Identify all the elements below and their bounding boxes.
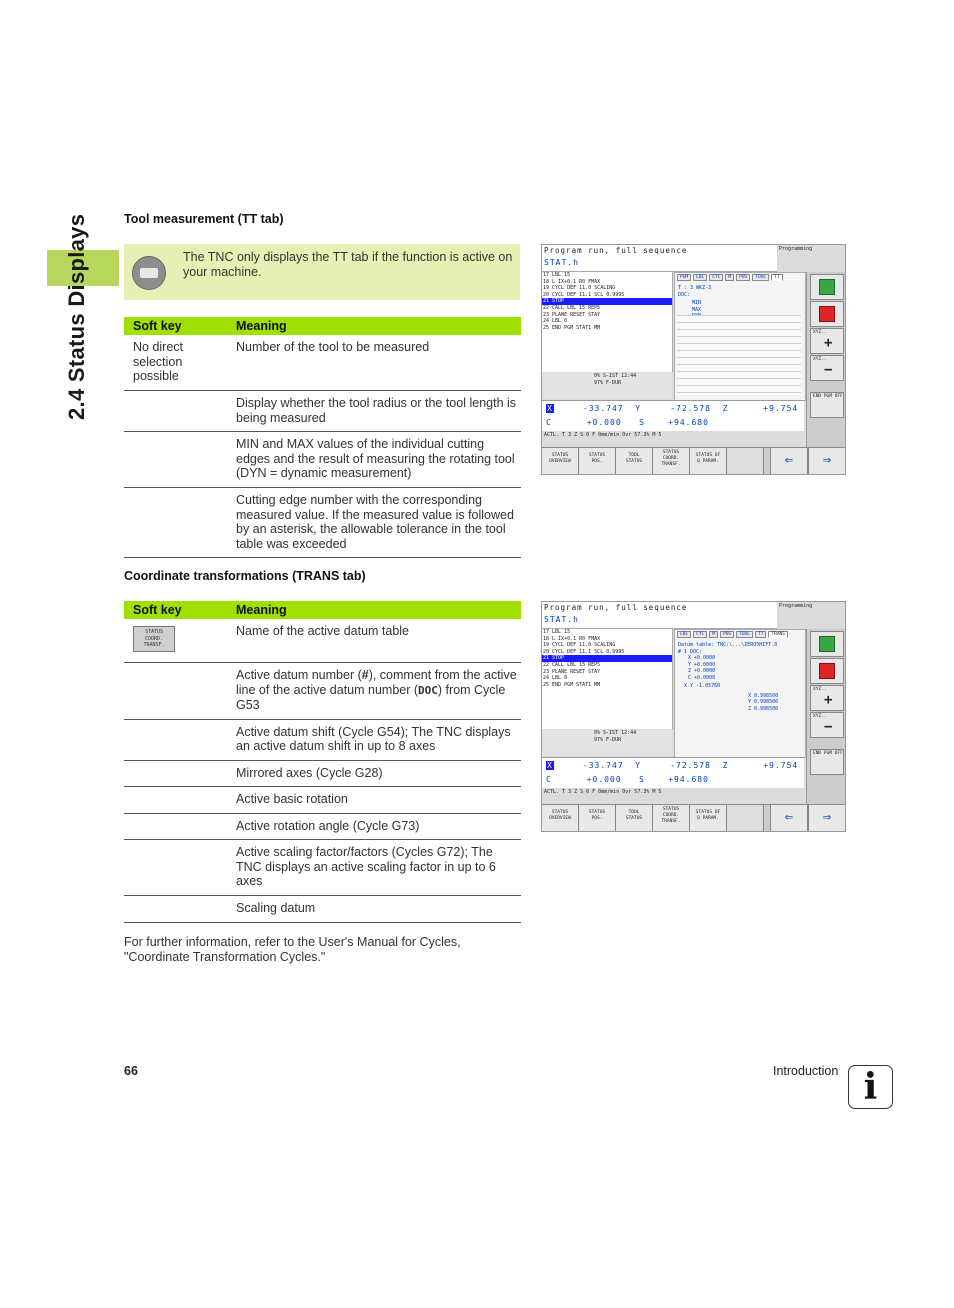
program-line-active: 21 STOP — [542, 298, 672, 305]
key-label: POS. — [591, 816, 603, 821]
value-y: -72.578 — [670, 761, 711, 770]
status-tabs — [677, 631, 788, 638]
tab-tt[interactable]: TT — [755, 631, 766, 638]
tab-cyc[interactable]: CYC — [693, 631, 707, 638]
vertical-softkeys — [806, 272, 845, 474]
key-label: STATUS — [662, 807, 680, 812]
program-line: 17 LBL 15 — [543, 272, 571, 278]
program-line: 24 LBL 0 — [543, 675, 568, 682]
softkey-line: STATUS — [144, 629, 164, 635]
tab-tool[interactable]: TOOL — [752, 274, 769, 281]
program-listing — [542, 629, 673, 729]
softkey-line: TRANSF. — [143, 642, 165, 648]
meaning-cell: Active scaling factor/factors (Cycles G72); The TNC displays an active scaling factor in up to 6 axes — [227, 840, 521, 896]
info-line: 97% F-DUR — [594, 380, 622, 386]
info-line: 97% F-DUR — [594, 737, 622, 743]
tool-status-softkey[interactable] — [616, 805, 653, 831]
program-line: 22 CALL LBL 15 REP5 — [543, 304, 601, 311]
key-label: STATUS — [551, 453, 569, 458]
zoom-out-button[interactable] — [810, 355, 844, 381]
key-label: TRANSF. — [661, 819, 681, 824]
program-line: 23 PLANE RESET STAY — [543, 311, 601, 318]
programming-label: Programming — [779, 246, 813, 252]
key-label: OVERVIEW — [549, 816, 571, 821]
programming-label: Programming — [779, 603, 813, 609]
info-line: 0% S-IST 12:44 — [594, 730, 637, 736]
bottom-softkeys — [542, 804, 804, 831]
status-line: Y 0.998500 — [748, 699, 779, 705]
table-row — [124, 760, 521, 787]
key-label: Q PARAM. — [697, 816, 719, 821]
status-pos-softkey[interactable] — [579, 448, 616, 474]
col-header-meaning: Meaning — [227, 317, 521, 335]
key-label: COORD. — [662, 813, 680, 818]
zoom-in-button[interactable] — [810, 328, 844, 354]
value-x: -33.747 — [582, 404, 624, 413]
softkey-cell: No direct selection possible — [124, 335, 227, 391]
program-line: 20 CYCL DEF 11.1 SCL 0.9995 — [543, 648, 625, 655]
value-c: +0.000 — [586, 418, 622, 427]
axis-z: Z — [722, 761, 729, 770]
tab-cyc[interactable]: CYC — [709, 274, 723, 281]
axis-x: X — [547, 404, 553, 413]
mode-title: Program run, full sequence — [544, 603, 688, 612]
meaning-text: Active datum number ( — [236, 668, 362, 682]
axis-x: X — [547, 761, 553, 770]
softkey-line: COORD. — [144, 635, 164, 642]
meaning-cell: Active rotation angle (Cycle G73) — [227, 813, 521, 840]
key-label: STATUS — [588, 810, 606, 815]
value-x: -33.747 — [582, 761, 624, 770]
status-q-param-softkey[interactable] — [690, 805, 727, 831]
softkey-cell — [124, 619, 227, 663]
col-header-meaning: Meaning — [227, 601, 521, 619]
softkey-cell — [124, 760, 227, 787]
softkey-cell — [124, 488, 227, 558]
end-pgm-button[interactable] — [810, 749, 844, 775]
status-tabs — [677, 274, 783, 281]
key-label: XYZ.. — [813, 687, 827, 692]
axis-y: Y — [635, 404, 642, 413]
status-line: MIN — [692, 300, 702, 306]
program-line: 19 CYCL DEF 11.0 SCALING — [543, 285, 616, 292]
table-row — [124, 619, 521, 663]
status-line: X 0.998500 — [748, 692, 779, 699]
key-label: STATUS — [625, 459, 643, 464]
trans-table — [124, 601, 521, 923]
key-label: END PGM OFF — [813, 751, 843, 756]
softkey-cell — [124, 813, 227, 840]
table-row — [124, 896, 521, 923]
tab-tool[interactable]: TOOL — [736, 631, 753, 638]
key-label: POS. — [591, 459, 603, 464]
col-header-softkey: Soft key — [124, 601, 227, 619]
mode-header — [542, 245, 777, 272]
arrow-right-icon[interactable]: ⇒ — [808, 804, 846, 832]
axis-y: Y — [635, 761, 642, 770]
program-file: STAT.h — [544, 258, 579, 267]
meaning-cell: Active datum shift (Cycle G54); The TNC displays an active datum shift in up to 8 axes — [227, 719, 521, 760]
page-number: 66 — [124, 1064, 138, 1078]
tab-pos[interactable]: POS — [720, 631, 734, 638]
tab-lbl[interactable]: LBL — [693, 274, 707, 281]
key-label: XYZ.. — [813, 330, 827, 335]
position-display — [542, 757, 804, 788]
program-line: 18 L IX+0.1 R0 FMAX — [543, 635, 601, 642]
table-row — [124, 663, 521, 720]
program-line: 19 CYCL DEF 11.0 SCALING — [543, 642, 616, 649]
table-row — [124, 787, 521, 814]
end-pgm-button[interactable] — [810, 392, 844, 418]
vertical-softkeys — [806, 629, 845, 831]
program-line: 18 L IX+0.1 R0 FMAX — [543, 278, 601, 285]
minus-icon: − — [824, 719, 833, 735]
key-label: STATUS — [662, 450, 680, 455]
col-header-softkey: Soft key — [124, 317, 227, 335]
note-box — [124, 244, 520, 300]
key-label: STATUS OF — [695, 453, 721, 458]
tt-heading: Tool measurement (TT tab) — [124, 212, 284, 226]
plus-icon: + — [824, 335, 833, 351]
status-line: Y +0.0000 — [688, 661, 716, 668]
value-z: +9.754 — [763, 761, 799, 770]
zoom-in-button[interactable] — [810, 685, 844, 711]
program-line: 24 LBL 0 — [543, 318, 568, 325]
value-z: +9.754 — [763, 404, 799, 413]
key-label: XYZ.. — [813, 714, 827, 719]
table-row — [124, 719, 521, 760]
meaning-cell: Display whether the tool radius or the tool length is being measured — [227, 391, 521, 432]
value-s: +94.680 — [668, 418, 709, 427]
table-row — [124, 840, 521, 896]
meaning-cell: Mirrored axes (Cycle G28) — [227, 760, 521, 787]
meaning-cell: Scaling datum — [227, 896, 521, 923]
softkey-cell — [124, 896, 227, 923]
status-line: Datum table: TNC:\...\ZERO5HIFT.D — [678, 642, 778, 648]
pos-row-1 — [546, 761, 798, 770]
meaning-cell: Number of the tool to be measured — [227, 335, 521, 391]
value-s: +94.680 — [668, 775, 709, 784]
program-listing — [542, 272, 673, 372]
further-info-paragraph: For further information, refer to the User's Manual for Cycles, "Coordinate Transformation Cycles." — [124, 935, 461, 964]
status-line: # 1 DOC: — [678, 648, 703, 655]
value-c: +0.000 — [586, 775, 622, 784]
status-coord-transf-softkey[interactable] — [133, 626, 175, 652]
program-run-icon[interactable] — [810, 274, 844, 300]
program-file: STAT.h — [544, 615, 579, 624]
meaning-cell: Name of the active datum table — [227, 619, 521, 663]
table-row — [124, 813, 521, 840]
axis-z: Z — [722, 404, 729, 413]
tt-grid — [677, 315, 801, 395]
key-label: END PGM OFF — [813, 394, 843, 399]
arrow-right-icon[interactable]: ⇒ — [808, 447, 846, 475]
tab-pos[interactable]: POS — [736, 274, 750, 281]
status-panel — [674, 629, 806, 758]
program-line-active: 21 STOP — [542, 655, 672, 662]
program-line: 17 LBL 15 — [543, 629, 571, 635]
empty-softkey — [727, 448, 764, 474]
trans-heading: Coordinate transformations (TRANS tab) — [124, 569, 366, 583]
axis-c: C — [546, 775, 552, 784]
meaning-text: ) from Cycle G53 — [236, 682, 506, 712]
key-label: TRANSF. — [661, 462, 681, 467]
key-label: STATUS — [551, 810, 569, 815]
arrow-left-icon[interactable]: ⇐ — [770, 447, 808, 475]
info-icon: i — [848, 1065, 893, 1109]
pos-row-2 — [546, 418, 709, 427]
empty-softkey — [727, 805, 764, 831]
run-info — [542, 730, 672, 756]
mode-title: Program run, full sequence — [544, 246, 688, 255]
info-line: 0% S-IST 12:44 — [594, 373, 637, 379]
mode-header — [542, 602, 777, 629]
stop-run-icon[interactable] — [810, 301, 844, 327]
key-label: XYZ.. — [813, 357, 827, 362]
program-line: 23 PLANE RESET STAY — [543, 668, 601, 675]
axis-s: S — [639, 775, 645, 784]
tab-pgm[interactable]: PGM — [677, 274, 691, 281]
position-display — [542, 400, 804, 431]
bottom-softkeys — [542, 447, 804, 474]
zoom-out-button[interactable] — [810, 712, 844, 738]
program-run-icon[interactable] — [810, 631, 844, 657]
axis-c: C — [546, 418, 552, 427]
meaning-cell: Cutting edge number with the corresponding measured value. If the measured value is followed by an asterisk, the allowable tolerance in the tool table was exceeded — [227, 488, 521, 558]
status-line: X Y -1.05760 — [684, 683, 721, 689]
softkey-cell — [124, 719, 227, 760]
minus-icon: − — [824, 362, 833, 378]
status-q-param-softkey[interactable] — [690, 448, 727, 474]
meaning-cell — [227, 663, 521, 720]
actual-status-line: ACTL. T 3 Z S 0 F 0mm/min Ovr 57.3% M 5 — [544, 432, 662, 438]
status-line: C +0.0000 — [688, 674, 716, 681]
tab-m[interactable]: M — [709, 631, 718, 638]
key-label: OVERVIEW — [549, 459, 571, 464]
stop-run-icon[interactable] — [810, 658, 844, 684]
program-line: 22 CALL LBL 15 REP5 — [543, 661, 601, 668]
status-panel — [674, 272, 806, 401]
status-line: MAX — [692, 306, 702, 313]
machine-note-icon — [132, 256, 166, 290]
meaning-cell: Active basic rotation — [227, 787, 521, 814]
doc-symbol: DOC — [418, 683, 438, 697]
table-row — [124, 335, 521, 391]
program-line: 25 END PGM STAT1 MM — [543, 681, 601, 688]
actual-status-line: ACTL. T 3 Z S 0 F 0mm/min Ovr 57.3% M 5 — [544, 789, 662, 795]
tnc-screen-tt — [541, 244, 846, 475]
hash-symbol: # — [361, 668, 369, 682]
tab-lbl[interactable]: LBL — [677, 631, 691, 638]
run-info — [542, 373, 672, 399]
tab-trans[interactable]: TRANS — [768, 631, 788, 638]
key-label: STATUS — [625, 816, 643, 821]
arrow-left-icon[interactable]: ⇐ — [770, 804, 808, 832]
status-overview-softkey[interactable] — [542, 805, 579, 831]
pos-row-2 — [546, 775, 709, 784]
status-pos-softkey[interactable] — [579, 805, 616, 831]
plus-icon: + — [824, 692, 833, 708]
chapter-label: Introduction — [773, 1064, 839, 1078]
status-line: T : 3 WKZ-3 — [678, 285, 712, 291]
table-row — [124, 391, 521, 432]
key-label: TOOL — [628, 453, 640, 458]
key-label: TOOL — [628, 810, 640, 815]
status-line: X +0.0000 — [688, 655, 716, 661]
status-line: Z 0.998500 — [748, 705, 779, 712]
key-label: STATUS — [588, 453, 606, 458]
status-coord-transf-softkey[interactable] — [653, 448, 690, 474]
tab-tt[interactable]: TT — [771, 274, 782, 281]
axis-s: S — [639, 418, 645, 427]
table-row — [124, 432, 521, 488]
softkey-cell — [124, 391, 227, 432]
program-line: 25 END PGM STAT1 MM — [543, 324, 601, 331]
trans-status-lines — [678, 642, 778, 712]
meaning-cell: MIN and MAX values of the individual cutting edges and the result of measuring the rotating tool (DYN = dynamic measurement) — [227, 432, 521, 488]
key-label: COORD. — [662, 456, 680, 461]
status-line: DOC: — [678, 291, 691, 298]
softkey-cell — [124, 432, 227, 488]
note-text: The TNC only displays the TT tab if the function is active on your machine. — [183, 250, 513, 279]
softkey-cell — [124, 840, 227, 896]
meaning-text: ), comment from the active line of the active datum number ( — [236, 668, 517, 697]
value-y: -72.578 — [670, 404, 711, 413]
section-side-title: 2.4 Status Displays — [64, 213, 89, 420]
pos-row-1 — [546, 404, 798, 413]
key-label: Q PARAM. — [697, 459, 719, 464]
tab-m[interactable]: M — [725, 274, 734, 281]
tt-table — [124, 317, 521, 558]
status-line: Z +0.0000 — [688, 668, 716, 674]
program-line: 20 CYCL DEF 11.1 SCL 0.9995 — [543, 291, 625, 298]
key-label: STATUS OF — [695, 810, 721, 815]
softkey-cell — [124, 787, 227, 814]
status-coord-transf-softkey[interactable] — [653, 805, 690, 831]
tnc-screen-trans — [541, 601, 846, 832]
tool-status-softkey[interactable] — [616, 448, 653, 474]
softkey-cell — [124, 663, 227, 720]
status-overview-softkey[interactable] — [542, 448, 579, 474]
table-row — [124, 488, 521, 558]
